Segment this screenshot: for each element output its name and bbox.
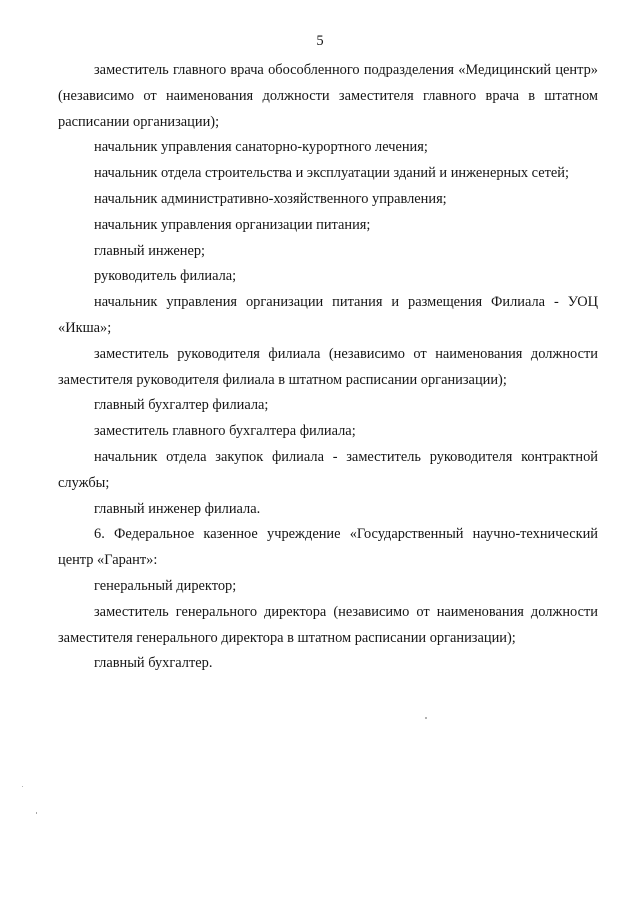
scan-speck [425, 717, 427, 719]
document-body [58, 58, 598, 677]
paragraph: 6. Федеральное казенное учреждение «Государственный научно-технический центр «Гарант»: [58, 526, 598, 569]
paragraph: заместитель главного врача обособленного подразделения «Медицинский центр» (независимо от наименования должности заместителя главного врача в штатном расписании организации); [58, 62, 598, 130]
scan-speck [22, 786, 23, 787]
paragraph: начальник управления организации питания и размещения Филиала - УОЦ «Икша»; [58, 294, 598, 336]
paragraph: главный инженер филиала. [94, 500, 261, 517]
paragraph: начальник административно-хозяйственного управления; [94, 190, 447, 207]
paragraph: заместитель главного бухгалтера филиала; [94, 423, 356, 440]
paragraph: генеральный директор; [94, 577, 237, 594]
paragraph: заместитель руководителя филиала (независимо от наименования должности заместителя руководителя филиала в штатном расписании организации); [58, 345, 598, 388]
scan-speck [36, 812, 37, 814]
paragraph: главный бухгалтер филиала; [94, 397, 269, 414]
paragraph: главный инженер; [94, 242, 206, 259]
paragraph: руководитель филиала; [94, 268, 237, 285]
paragraph: начальник отдела закупок филиала - заместитель руководителя контрактной службы; [58, 448, 598, 491]
paragraph: начальник отдела строительства и эксплуатации зданий и инженерных сетей; [94, 165, 570, 182]
paragraph: начальник управления организации питания; [94, 216, 371, 233]
paragraph: заместитель генерального директора (независимо от наименования должности заместителя генерального директора в штатном расписании организации); [58, 603, 598, 646]
paragraph: начальник управления санаторно-курортного лечения; [94, 139, 428, 156]
page-number: 5 [316, 33, 324, 49]
paragraph: главный бухгалтер. [94, 655, 213, 672]
